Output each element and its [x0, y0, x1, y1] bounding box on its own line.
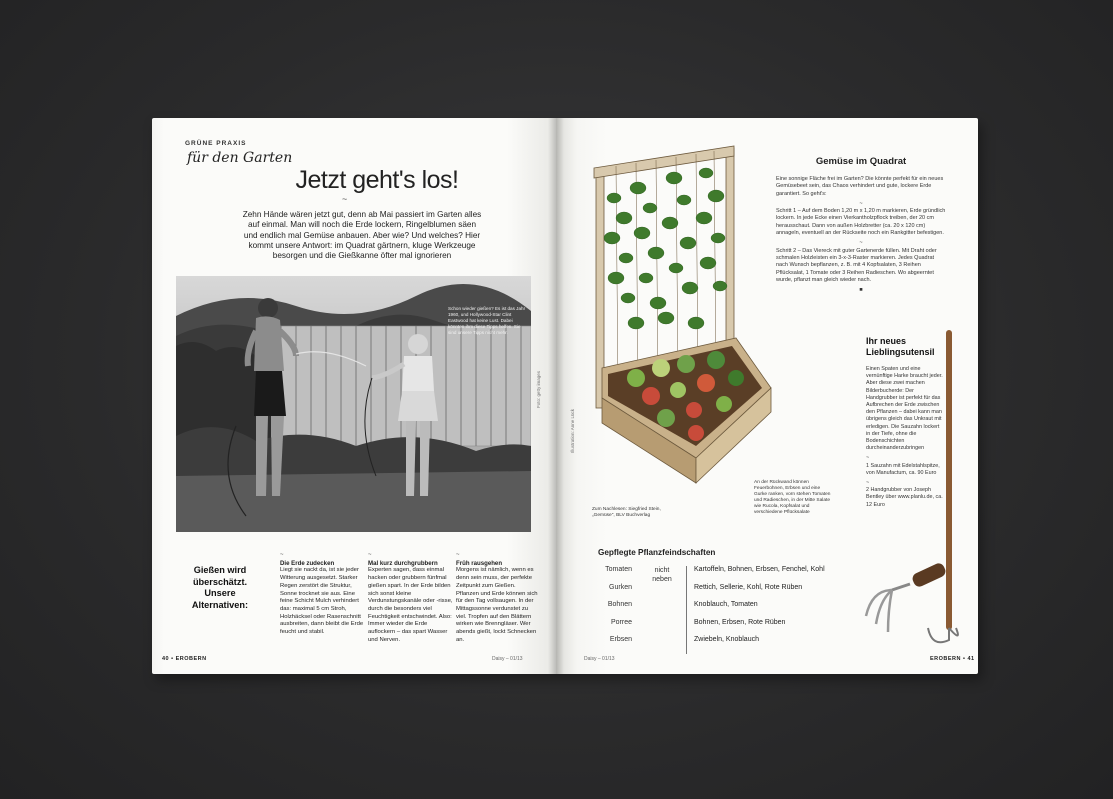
- tip-column-3: [456, 552, 540, 644]
- tip-column-1: [280, 552, 366, 637]
- box-intro: Eine sonnige Fläche frei im Garten? Die könnte perfekt für ein neues Gemüsebeet sein, das Chaos verhindert und gute, lockere Erde garantiert. So geht's:: [776, 176, 944, 197]
- right-page: [556, 118, 978, 674]
- not-next-to-label: nicht neben: [652, 567, 672, 583]
- right-issue: Daisy – 01/13: [584, 656, 615, 662]
- box-step-1: Schritt 1 – Auf dem Boden 1,20 m x 1,20 m markieren, Erde gründlich lockern. In jede Ecke einen Vierkantholzpflock treiben, der 20 cm herausschaut. Dann von außen Holzbretter (ca. 20 x 120 cm) annageln, eventuell an der Rückseite noch ein Rankgitter befestigen.: [776, 208, 946, 237]
- tip-2-body: Experten sagen, dass einmal hacken oder grubbern fünfmal gießen spart. In der Erde bilden sich sonst kleine Verdunstungskanäle oder -risse, durch die besonders viel Feuchtigkeit entschwindet. Also: Immer wieder die Erde auflockern – das spart Wasser und Nerven.: [368, 567, 453, 643]
- tool-tilde: ~: [866, 455, 870, 462]
- companion-table-heading: Gepflegte Pflanzfeindschaften: [598, 548, 716, 557]
- raised-bed-illustration: [566, 138, 776, 518]
- tool-heading: Ihr neues Lieblingsutensil: [866, 336, 935, 357]
- companion-planting-table: [594, 566, 856, 654]
- tip-tilde: ~: [368, 552, 372, 558]
- tip-2-heading: Mal kurz durchgrubbern: [368, 559, 438, 567]
- plant-neighbours: Zwiebeln, Knoblauch: [694, 636, 759, 643]
- box-step-2: Schritt 2 – Das Viereck mit guter Gartenerde füllen. Mit Draht oder schmalen Holzleisten ein 3-x-3-Raster markieren. Jedes Quadrat nach Wunsch bepflanzen, z. B. mit 4 Kopfsalaten, 3 Reihen Pflücksalat, 1 Tomate oder 3 Reihen Radieschen. Wo abgeerntet wurde, pflanzt man gleich wieder nach.: [776, 247, 937, 283]
- box-tilde: ~: [859, 240, 863, 247]
- box-heading: Gemüse im Quadrat: [815, 156, 907, 167]
- tip-3-body: Morgens ist nämlich, wenn es denn sein muss, der perfekte Zeitpunkt zum Gießen. Pflanzen und Erde können sich für den Tag vollsaugen. In der Mittagssonne verdunstet zu viel. Tropfen auf den Blättern wirken wie Brenngläser. Wer abends gießt, lockt Schnecken an.: [456, 567, 538, 643]
- left-folio: 40 • EROBERN: [162, 656, 207, 662]
- right-folio: EROBERN • 41: [930, 656, 975, 662]
- magazine-spread: [152, 118, 978, 678]
- table-row: [594, 619, 856, 637]
- plant-name: Bohnen: [607, 601, 632, 608]
- book-reference: Zum Nachlesen: Siegfried Stein, „Gemüse", BLV Buchverlag: [592, 507, 661, 518]
- tool-product-1: 1 Sauzahn mit Edelstahlspitze, von Manufactum, ca. 90 Euro: [866, 462, 940, 476]
- plant-name: Erbsen: [609, 636, 632, 643]
- magazine-spine: [548, 118, 564, 674]
- title-tilde: ~: [342, 194, 348, 204]
- plant-name: Gurken: [609, 583, 632, 591]
- photo-caption: Schon wieder gießen? Es ist das Jahr 1960, und Hollywood-Star Clint Eastwood hat keine Lust. Dabei könnten ihm diese Tipps helfen. Sie sind unsere Tipps nicht mehr.: [448, 306, 526, 335]
- left-page: [152, 118, 556, 674]
- table-row: [594, 636, 856, 654]
- plant-name: Tomaten: [605, 566, 632, 573]
- tip-3-heading: Früh rausgehen: [456, 559, 503, 567]
- photo-credit: Foto: getty images: [536, 370, 541, 408]
- article-intro: Zehn Hände wären jetzt gut, denn ab Mai passiert im Garten alles auf einmal. Man will noch die Erde lockern, Ringelblumen säen und endlich mal Gemüse anbauen. Aber wie? Und welches? Hier kommt unsere Antwort: im Quadrat gärtnern, kluge Werkzeuge besorgen und die Gießkanne öfter mal ignorieren: [242, 210, 482, 261]
- plant-neighbours: Bohnen, Erbsen, Rote Rüben: [694, 618, 786, 626]
- table-row: [594, 566, 856, 584]
- plant-name: Porree: [610, 618, 632, 626]
- left-issue: Daisy – 01/13: [492, 656, 523, 662]
- tip-tilde: ~: [280, 552, 284, 558]
- rake-and-grubber-image: [852, 328, 962, 648]
- tool-product-2: 2 Handgrubber von Joseph Bentley über www.planlu.de, ca. 12 Euro: [866, 487, 943, 508]
- tip-1-heading: Die Erde zudecken: [280, 559, 335, 567]
- table-row: [594, 584, 856, 602]
- table-row: [594, 601, 856, 619]
- illustration-caption: An der Rückwand können Feuerbohnen, Erbsen und eine Gurke ranken, vorn stehen Tomaten und Radieschen, in der Mitte Salate wie Rucola, Kopfsalat und verschiedene Pflücksalate: [754, 480, 831, 515]
- tip-column-2: [368, 552, 454, 644]
- article-title: Jetzt geht's los!: [295, 166, 459, 194]
- tool-body: Einen Spaten und eine vernünftige Harke braucht jeder. Aber diese zwei machen Bilderbucherde: Der Handgrubber ist perfekt für das Aufbrechen der Erde zwischen den Pflanzen – dabei kann man übrigens gleich das Unkraut mit erledigen. Die Sauzahn lockert in der Tiefe, ohne die Bodenschichten durcheinanderzubringen: [866, 366, 943, 452]
- box-tilde: ~: [859, 200, 863, 207]
- box-end-mark: ■: [859, 287, 863, 294]
- garden-photo: [176, 276, 531, 532]
- section-script-title: für den Garten: [187, 150, 293, 166]
- sidebar-heading: Gießen wird überschätzt. Unsere Alternativen:: [191, 565, 249, 610]
- plant-neighbours: Rettich, Sellerie, Kohl, Rote Rüben: [694, 583, 803, 591]
- tip-1-body: Liegt sie nackt da, ist sie jeder Witterung ausgesetzt. Starker Regen zerstört die Struktur, Sonne trocknet sie aus. Eine feine Schicht Mulch verhindert das: maximal 5 cm Stroh, Holzhäcksel oder Rasenschnitt ausbreiten, dann bleibt die Erde feucht und stabil.: [280, 567, 364, 636]
- tip-tilde: ~: [456, 552, 460, 558]
- illustration-credit: Illustration: Anne Lück: [570, 408, 575, 453]
- tool-tilde: ~: [866, 480, 870, 487]
- section-kicker: GRÜNE PRAXIS: [185, 140, 247, 147]
- plant-neighbours: Kartoffeln, Bohnen, Erbsen, Fenchel, Kohl: [694, 566, 825, 573]
- plant-neighbours: Knoblauch, Tomaten: [694, 601, 758, 608]
- box-text: [776, 176, 946, 294]
